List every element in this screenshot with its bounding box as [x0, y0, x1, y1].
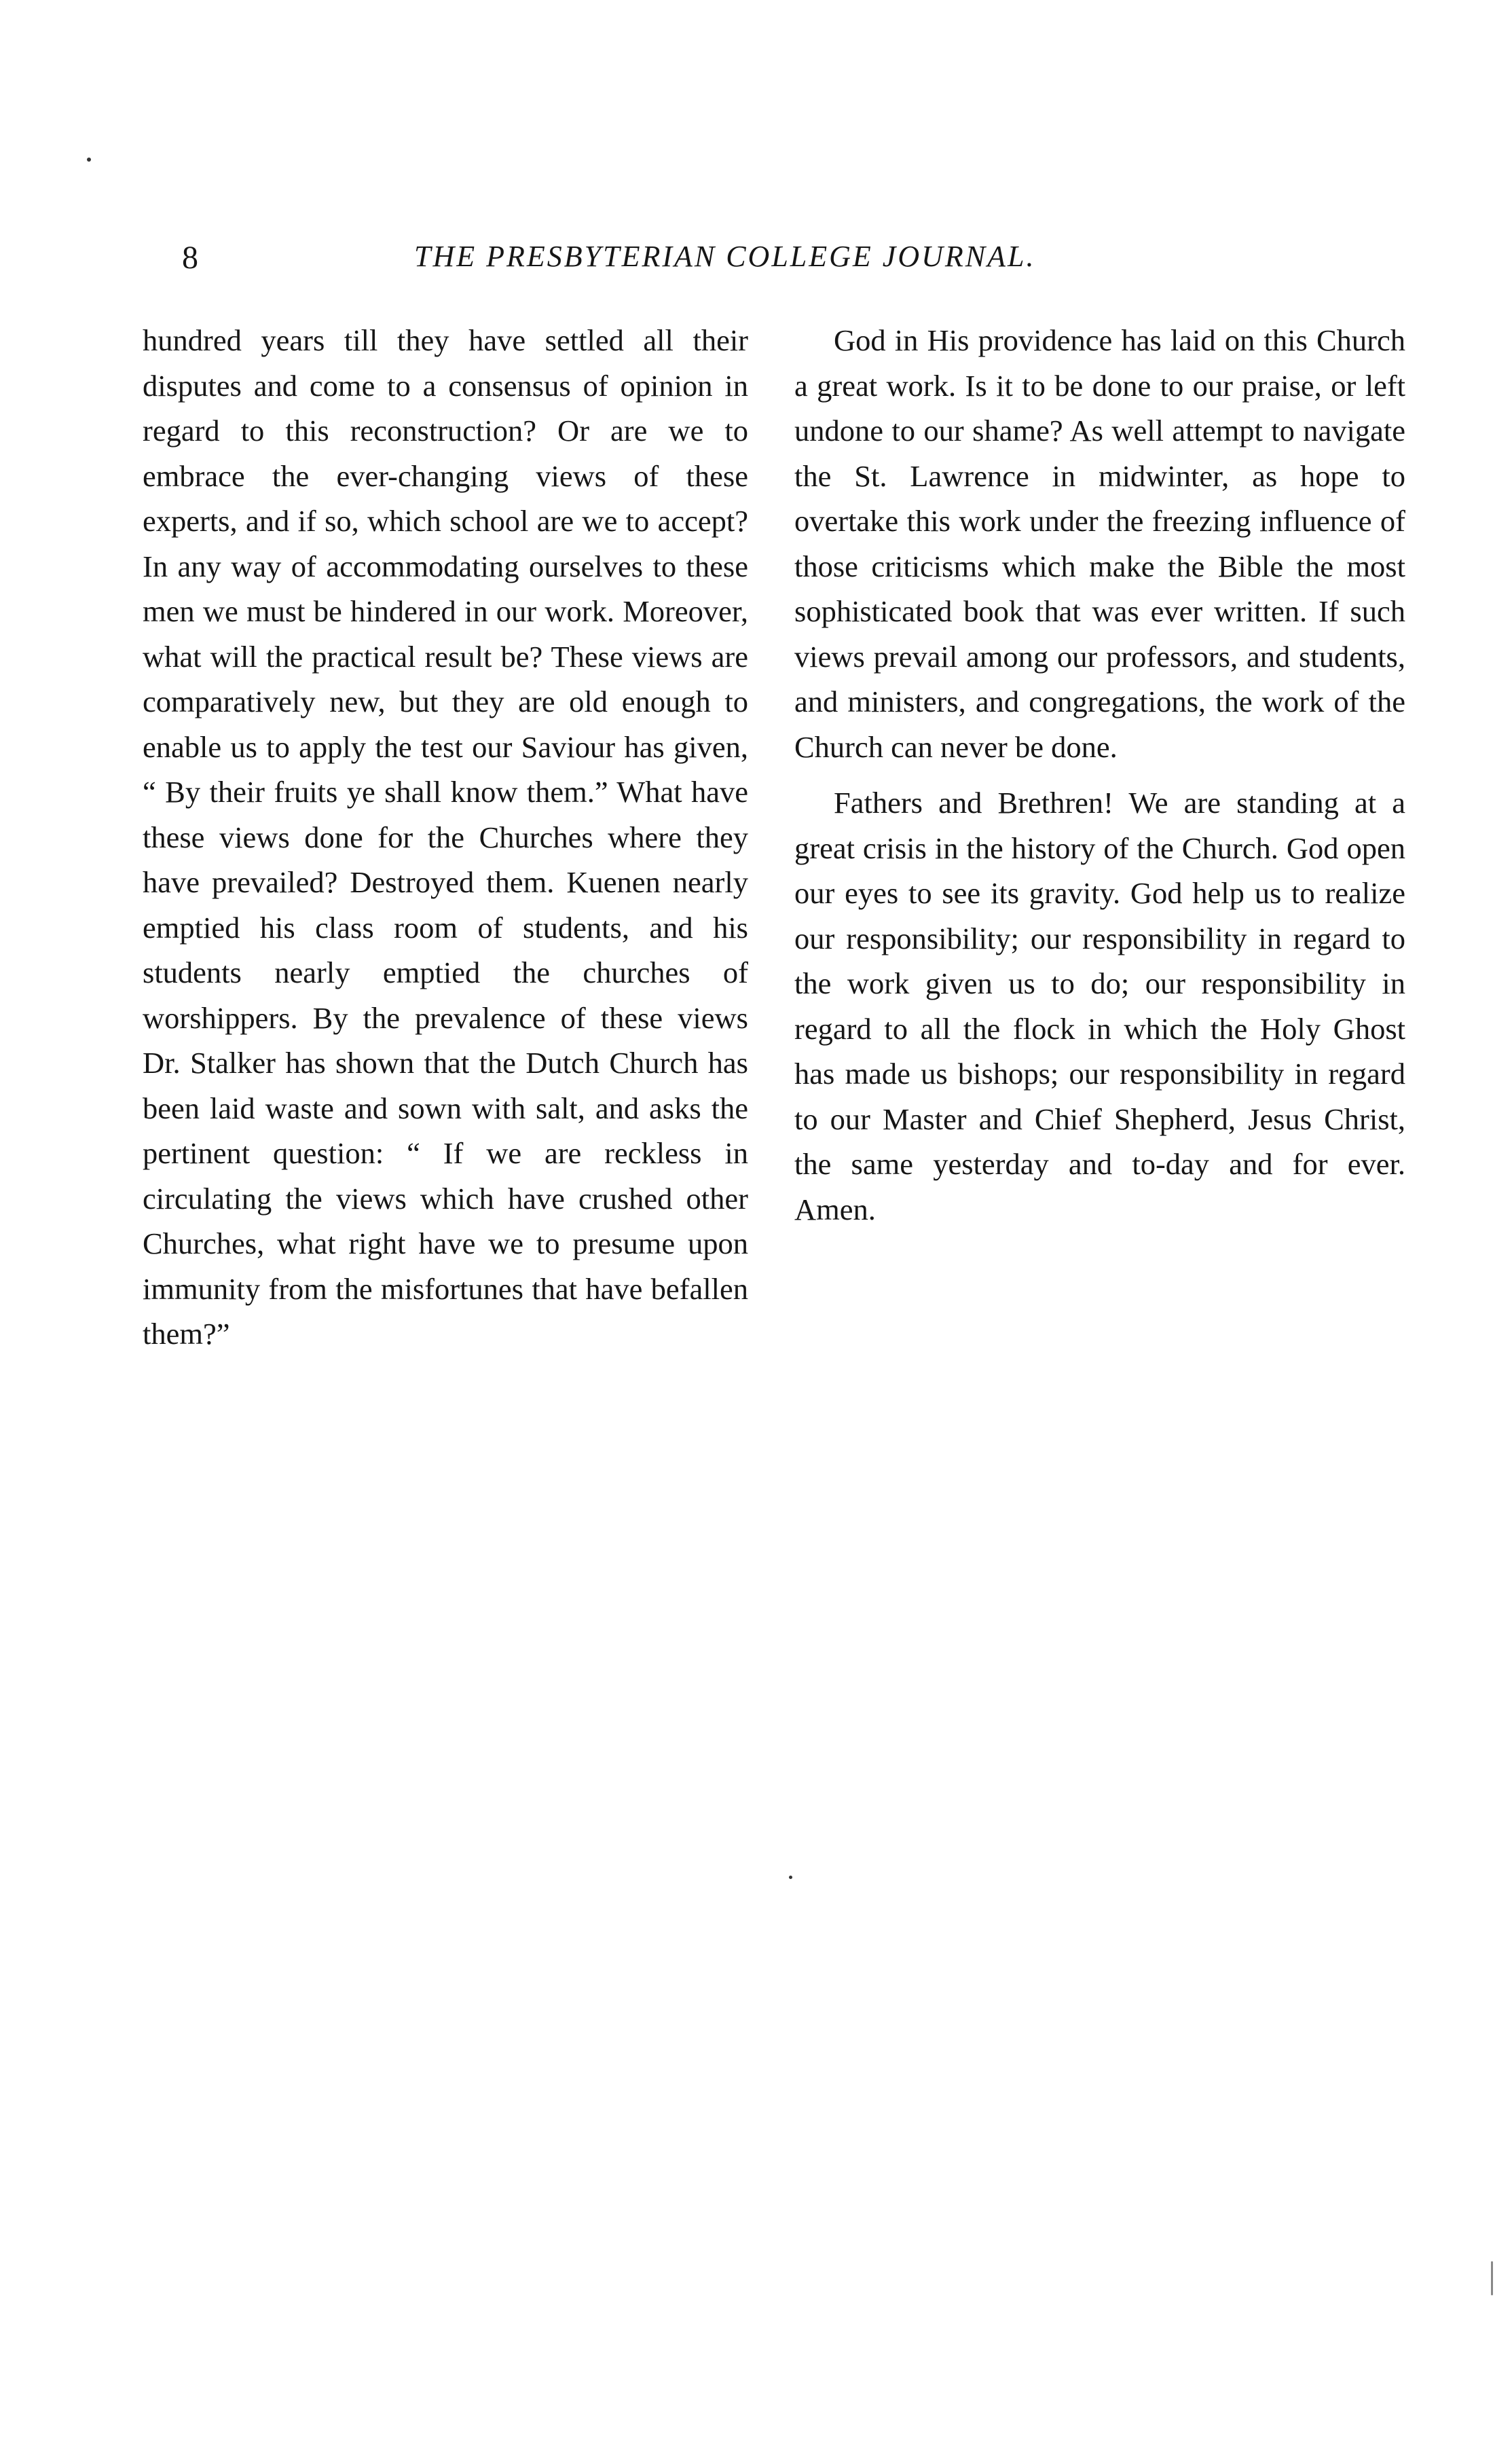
scan-speck	[87, 158, 91, 162]
right-paragraph-2: Fathers and Brethren! We are standing at a great crisis in the history of the Church. God open our eyes to see its gravity. God help us to realize our responsibility; our responsibility in regard to the work given us to do; our responsibility in regard to all the flock in which the Holy Ghost has made us bishops; our responsibility in regard to our Master and Chief Shepherd, Jesus Christ, the same yesterday and to-day and for ever. Amen.	[794, 786, 1405, 1226]
scan-speck	[1491, 2261, 1493, 2295]
scan-speck	[789, 1876, 792, 1879]
left-column	[143, 318, 748, 1368]
right-paragraph-1: God in His providence has laid on this Church a great work. Is it to be done to our praise, or left undone to our shame? As well attempt to navigate the St. Lawrence in midwinter, as hope to overtake this work under the freezing influence of those criticisms which make the Bible the most sophisticated book that was ever written. If such views prevail among our professors, and students, and ministers, and congregations, the work of the Church can never be done.	[794, 323, 1405, 764]
page-number: 8	[182, 240, 198, 276]
right-column	[794, 318, 1405, 1243]
running-head: THE PRESBYTERIAN COLLEGE JOURNAL.	[414, 240, 1036, 273]
left-paragraph-1: hundred years till they have settled all their disputes and come to a consensus of opinion in regard to this reconstruction? Or are we to embrace the ever-changing views of these experts, and if so, which school are we to accept? In any way of accommodating ourselves to these men we must be hindered in our work. Moreover, what will the practical result be? These views are comparatively new, but they are old enough to enable us to apply the test our Saviour has given, “ By their fruits ye shall know them.” What have these views done for the Churches where they have prevailed? Destroyed them. Kuenen nearly emptied his class room of students, and his students nearly emptied the churches of worshippers. By the prevalence of these views Dr. Stalker has shown that the Dutch Church has been laid waste and sown with salt, and asks the pertinent question: “ If we are reckless in circulating the views which have crushed other Churches, what right have we to presume upon immunity from the misfortunes that have befallen them?”	[143, 323, 748, 1351]
